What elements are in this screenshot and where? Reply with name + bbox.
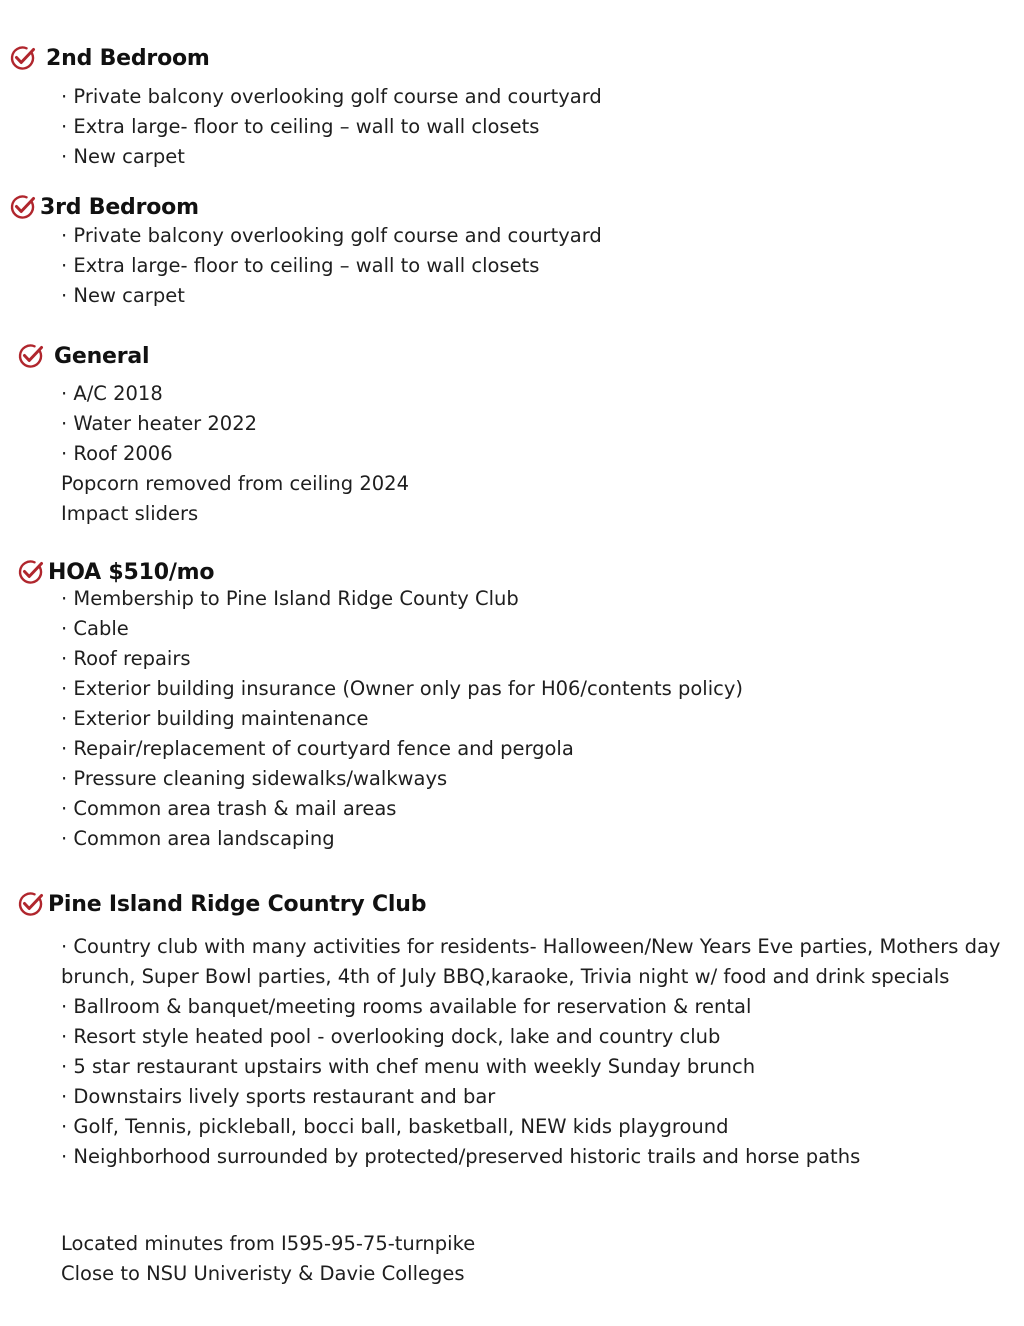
list-item: · Common area landscaping bbox=[61, 827, 335, 850]
footer-note: Close to NSU Univeristy & Davie Colleges bbox=[61, 1262, 465, 1285]
list-item: · Repair/replacement of courtyard fence and pergola bbox=[61, 737, 574, 760]
list-item: · Pressure cleaning sidewalks/walkways bbox=[61, 767, 448, 790]
list-item: · New carpet bbox=[61, 145, 185, 168]
list-item: · Private balcony overlooking golf course and courtyard bbox=[61, 85, 602, 108]
list-item: · Roof repairs bbox=[61, 647, 191, 670]
list-item: Impact sliders bbox=[61, 502, 199, 525]
list-item: · Exterior building insurance (Owner only pas for H06/contents policy) bbox=[61, 677, 744, 700]
check-circle-icon bbox=[16, 342, 44, 370]
check-circle-icon bbox=[8, 193, 36, 221]
list-item: · Cable bbox=[61, 617, 129, 640]
list-item: · Exterior building maintenance bbox=[61, 707, 369, 730]
list-item: · A/C 2018 bbox=[61, 382, 163, 405]
list-item: · Extra large- floor to ceiling – wall to wall closets bbox=[61, 254, 540, 277]
section-title: General bbox=[54, 343, 150, 369]
list-item: · Private balcony overlooking golf course and courtyard bbox=[61, 224, 602, 247]
section-heading bbox=[16, 342, 149, 370]
section-title: Pine Island Ridge Country Club bbox=[48, 891, 427, 917]
list-item: · Water heater 2022 bbox=[61, 412, 258, 435]
list-item: · New carpet bbox=[61, 284, 185, 307]
check-circle-icon bbox=[16, 558, 44, 586]
footer-note: Located minutes from I595-95-75-turnpike bbox=[61, 1232, 476, 1255]
section-title: 2nd Bedroom bbox=[46, 45, 210, 71]
list-item: · Neighborhood surrounded by protected/preserved historic trails and horse paths bbox=[61, 1145, 861, 1168]
section-heading bbox=[16, 890, 426, 918]
list-item: brunch, Super Bowl parties, 4th of July BBQ,karaoke, Trivia night w/ food and drink specials bbox=[61, 965, 950, 988]
list-item: · Roof 2006 bbox=[61, 442, 173, 465]
list-item: · Ballroom & banquet/meeting rooms available for reservation & rental bbox=[61, 995, 752, 1018]
list-item: · Common area trash & mail areas bbox=[61, 797, 397, 820]
section-title: 3rd Bedroom bbox=[40, 194, 199, 220]
section-title: HOA $510/mo bbox=[48, 559, 215, 585]
check-circle-icon bbox=[16, 890, 44, 918]
list-item: · Country club with many activities for residents- Halloween/New Years Eve parties, Mothers day bbox=[61, 935, 1001, 958]
list-item: · Membership to Pine Island Ridge County Club bbox=[61, 587, 519, 610]
section-heading bbox=[8, 193, 199, 221]
section-heading bbox=[16, 558, 214, 586]
list-item: · Resort style heated pool - overlooking dock, lake and country club bbox=[61, 1025, 721, 1048]
list-item: · 5 star restaurant upstairs with chef menu with weekly Sunday brunch bbox=[61, 1055, 756, 1078]
section-heading bbox=[8, 44, 210, 72]
check-circle-icon bbox=[8, 44, 36, 72]
list-item: · Golf, Tennis, pickleball, bocci ball, basketball, NEW kids playground bbox=[61, 1115, 729, 1138]
list-item: · Extra large- floor to ceiling – wall to wall closets bbox=[61, 115, 540, 138]
list-item: Popcorn removed from ceiling 2024 bbox=[61, 472, 409, 495]
list-item: · Downstairs lively sports restaurant and bar bbox=[61, 1085, 496, 1108]
